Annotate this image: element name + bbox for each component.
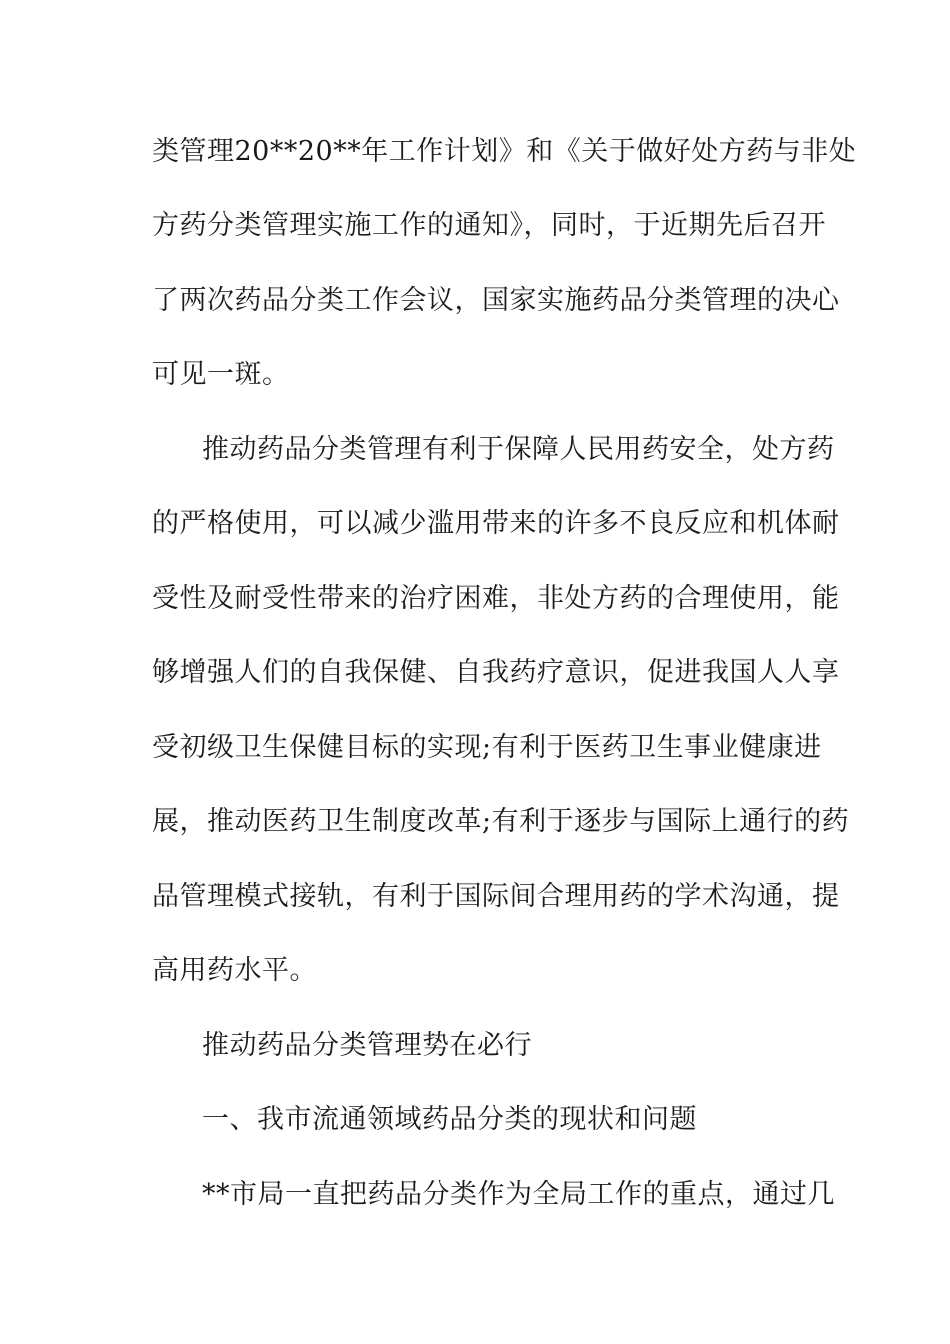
paragraph-line: 可见一斑。: [152, 359, 290, 390]
paragraph-line: 够增强人们的自我保健、自我药疗意识，促进我国人人享: [152, 657, 840, 688]
paragraph-line: 推动药品分类管理有利于保障人民用药安全，处方药: [202, 434, 835, 465]
paragraph-line: 品管理模式接轨，有利于国际间合理用药的学术沟通，提: [152, 881, 840, 912]
paragraph-line: **市局一直把药品分类作为全局工作的重点，通过几: [202, 1179, 835, 1210]
section-heading: 一、我市流通领域药品分类的现状和问题: [202, 1104, 697, 1135]
paragraph-line: 高用药水平。: [152, 955, 317, 986]
paragraph-line: 方药分类管理实施工作的通知》，同时，于近期先后召开: [152, 210, 826, 241]
paragraph-line: 受性及耐受性带来的治疗困难，非处方药的合理使用，能: [152, 583, 840, 614]
paragraph-line: 了两次药品分类工作会议，国家实施药品分类管理的决心: [152, 285, 840, 316]
section-heading: 推动药品分类管理势在必行: [202, 1030, 532, 1061]
paragraph-line: 类管理20**20**年工作计划》和《关于做好处方药与非处: [152, 136, 857, 167]
paragraph-line: 展，推动医药卫生制度改革;有利于逐步与国际上通行的药: [152, 806, 850, 837]
paragraph-line: 受初级卫生保健目标的实现;有利于医药卫生事业健康进: [152, 732, 822, 763]
paragraph-line: 的严格使用，可以减少滥用带来的许多不良反应和机体耐: [152, 508, 840, 539]
